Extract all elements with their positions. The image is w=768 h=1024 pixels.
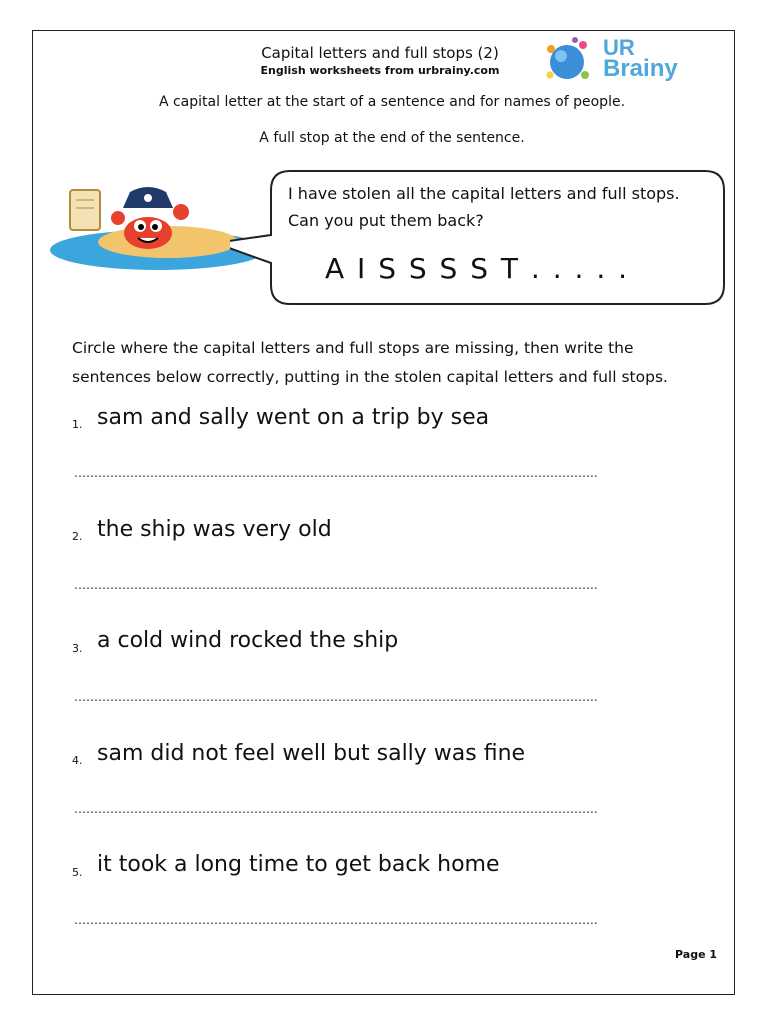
question-3-text: a cold wind rocked the ship — [97, 628, 399, 653]
question-5-text: it took a long time to get back home — [97, 852, 500, 877]
answer-line-1[interactable]: ………………………………………………………………………………………………………………….. — [74, 466, 598, 480]
question-4-text: sam did not feel well but sally was fine — [97, 741, 526, 766]
question-3-number: 3. — [72, 642, 83, 655]
question-1-number: 1. — [72, 418, 83, 431]
answer-line-4[interactable]: ………………………………………………………………………………………………………………….. — [74, 802, 598, 816]
question-4-number: 4. — [72, 754, 83, 767]
question-5-number: 5. — [72, 866, 83, 879]
bubble-line-2: Can you put them back? — [288, 211, 484, 230]
logo-text-ur: UR — [603, 35, 635, 60]
answer-line-2[interactable]: ………………………………………………………………………………………………………………….. — [74, 578, 598, 592]
question-2-text: the ship was very old — [97, 517, 332, 542]
question-2-number: 2. — [72, 530, 83, 543]
urbrainy-logo — [545, 35, 695, 90]
bubble-line-1: I have stolen all the capital letters and full stops. — [288, 184, 680, 203]
answer-line-3[interactable]: ………………………………………………………………………………………………………………….. — [74, 690, 598, 704]
stolen-letters: A I S S S S T . . . . . — [325, 252, 630, 285]
intro-line-1: A capital letter at the start of a sentence and for names of people. — [158, 94, 626, 110]
logo-text-brainy: Brainy — [603, 55, 678, 82]
instructions-line-1: Circle where the capital letters and full stops are missing, then write the — [72, 339, 634, 357]
answer-line-5[interactable]: ………………………………………………………………………………………………………………….. — [74, 913, 598, 927]
intro-line-2: A full stop at the end of the sentence. — [259, 130, 525, 146]
worksheet-subtitle: English worksheets from urbrainy.com — [260, 64, 500, 77]
question-1-text: sam and sally went on a trip by sea — [97, 405, 490, 430]
page-number: Page 1 — [675, 948, 718, 961]
worksheet-title: Capital letters and full stops (2) — [261, 44, 499, 62]
instructions-line-2: sentences below correctly, putting in the stolen capital letters and full stops. — [72, 368, 668, 386]
